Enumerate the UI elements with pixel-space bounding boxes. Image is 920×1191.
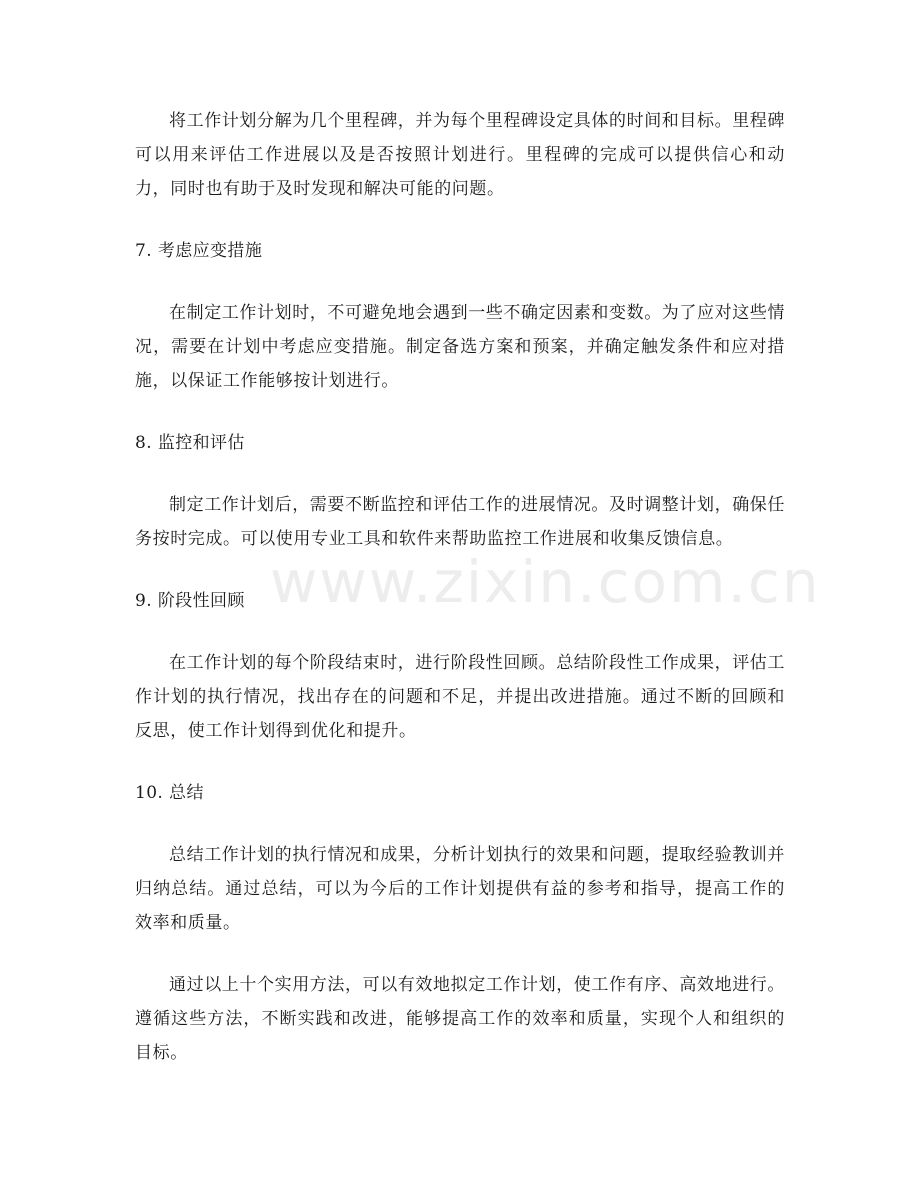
paragraph-milestones: 将工作计划分解为几个里程碑，并为每个里程碑设定具体的时间和目标。里程碑可以用来评估工作进展以及是否按照计划进行。里程碑的完成可以提供信心和动力，同时也有助于及时发现和解决可能的问题。: [135, 111, 785, 199]
heading-contingency: 7. 考虑应变措施: [135, 241, 263, 261]
paragraph-monitoring: 制定工作计划后，需要不断监控和评估工作的进展情况。及时调整计划，确保任务按时完成。可以使用专业工具和软件来帮助监控工作进展和收集反馈信息。: [135, 495, 785, 549]
paragraph-conclusion: 通过以上十个实用方法，可以有效地拟定工作计划，使工作有序、高效地进行。遵循这些方法，不断实践和改进，能够提高工作的效率和质量，实现个人和组织的目标。: [135, 975, 785, 1063]
heading-summary: 10. 总结: [135, 783, 204, 803]
document-body: [135, 104, 785, 1070]
heading-monitoring: 8. 监控和评估: [135, 433, 245, 453]
paragraph-phase-review: 在工作计划的每个阶段结束时，进行阶段性回顾。总结阶段性工作成果，评估工作计划的执行情况，找出存在的问题和不足，并提出改进措施。通过不断的回顾和反思，使工作计划得到优化和提升。: [135, 653, 785, 741]
heading-phase-review: 9. 阶段性回顾: [135, 591, 245, 611]
paragraph-contingency: 在制定工作计划时，不可避免地会遇到一些不确定因素和变数。为了应对这些情况，需要在计划中考虑应变措施。制定备选方案和预案，并确定触发条件和应对措施，以保证工作能够按计划进行。: [135, 303, 785, 391]
watermark: www.zixin.com.cn: [270, 548, 821, 616]
paragraph-summary: 总结工作计划的执行情况和成果，分析计划执行的效果和问题，提取经验教训并归纳总结。通过总结，可以为今后的工作计划提供有益的参考和指导，提高工作的效率和质量。: [135, 845, 785, 933]
